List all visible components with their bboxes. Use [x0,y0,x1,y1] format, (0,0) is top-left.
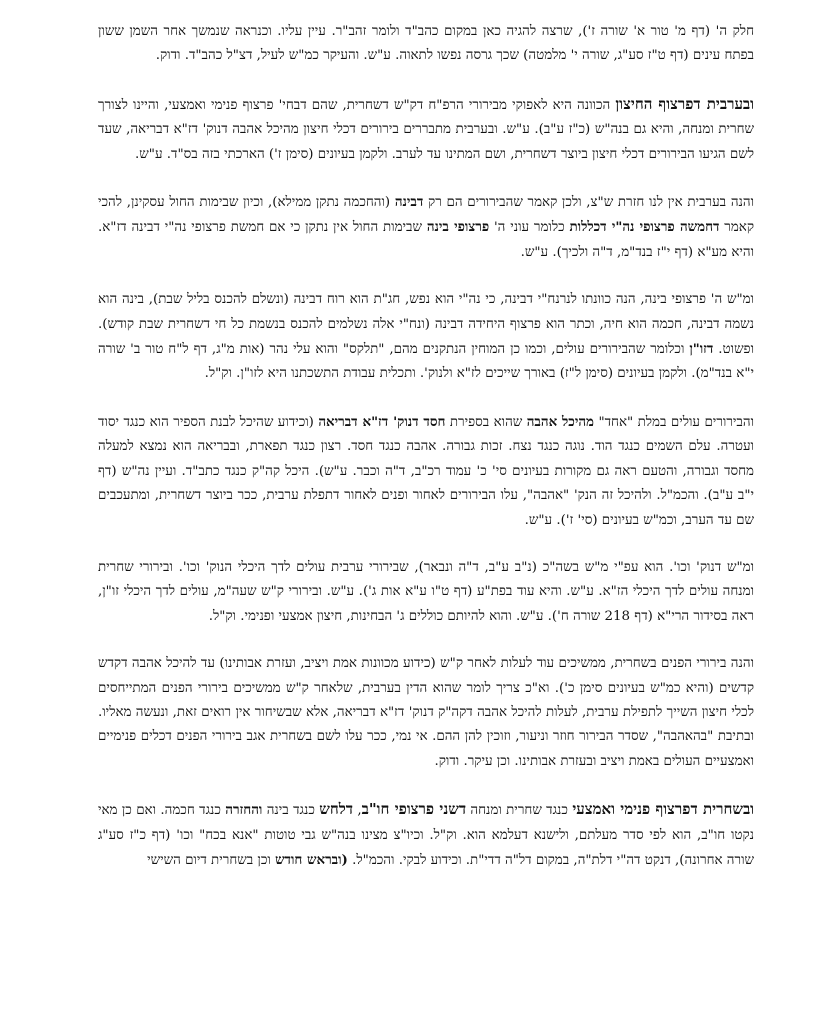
body-text: וכן בשחרית דיום השישי [147,852,276,868]
emphasis-text: ובערבית דפרצוף החיצון [615,94,754,113]
body-text: כנגד חכמה. ואם כן מאי נקטו חו"ב, הוא לפי סדר מעלתם, ולישנא דעלמא הוא. וק"ל. וכיו"צ מצינו בנה"ש גבי טוטות "אנא בכח" וכו' (דף כ"ז סע"ג שורה אחרונה), דנקט דה"י דלת"ה, במקום דל"ה דדי"ת. וכידוע לבקי. והכמ"ל. [98,803,754,868]
emphasis-text: פרצופי בינה [426,219,490,236]
emphasis-text: דזו"ן [689,341,714,358]
body-text: והנה בערבית אין לנו חזרת ש"צ, ולכן קאמר שהבירורים הם רק [423,195,755,211]
emphasis-text: ובשחרית דפרצוף פנימי ואמצעי [572,800,755,819]
body-text: (והחכמה נתקן ממילא), וכיון שבימות החול עסקינן, להכי קאמר [98,195,754,236]
body-text: כלומר עוני ה' [489,220,570,236]
body-text: ומ"ש דנוק' וכו'. הוא עפ"י מ"ש בשה"כ (נ"ב ע"ב, ד"ה ונבאר), שבירורי ערבית עולים לדך היכלי הנוק' וכו'. ובירורי שחרית ומנחה עולים לדך היכלי הז"א. ע"ש. והיא עוד בפת"ע (דף ט"ו ע"א אות ג'). ע"ש. ובירורי ק"ש שעה"מ, עולים לדך היכלי זו"ן, ראה בסידור הרי"א (דף 218 שורה ח'). ע"ש. והוא להיותם כוללים ג' הבחינות, חיצון אמצעי ופנימי. וק"ל. [98,559,754,624]
emphasis-text: דחמשה פרצופי נה"י דכללות [569,219,720,236]
body-text: הכוונה היא לאפוקי מבירורי הרפ"ח דק"ש דשחרית, שהם דבחי' פרצוף פנימי ואמצעי, והיינו לצורך שחרית ומנחה, והיא גם בנה"ש (כ"ז ע"ב). ע"ש. ובערבית מתבררים בירורים דכלי חיצון מהיכל אהבה דנוק' דז"א דבריאה, שעד לשם הגיעו הבירורים דכלי חיצון ביוצר דשחרית, ושם המתינו עד לערב. ולקמן בעיונים (סימן ז') הארכתי בזה בס"ד. ע"ש. [98,97,754,162]
emphasis-text: דשני פרצופי חו"ב [361,800,467,819]
emphasis-text: דלחש [319,800,353,819]
body-text: וכלומר שהבירורים עולים, וכמו כן המוחין הנתקנים מהם, "תלקס" והוא עלי נהר (אות מ"ג, דף ל"ח טור ב' שורה י"א בנד"מ). ולקמן בעיונים (סימן ל"ז) באורך שייכים לז"א ולנוק'. ותכלית עבודת התשכתנו היא לזו"ן. וק"ל. [98,342,754,382]
body-text: כנגד בינה [262,803,320,819]
body-text: והנה בירורי הפנים בשחרית, ממשיכים עוד לעלות לאחר ק"ש (כידוע מכוונות אמת ויציב, ועזרת אבותינו) עד להיכל אהבה דקדש קדשים (והיא כמ"ש בעיונים סימן כ'). וא"כ צריך לומר שהוא הדין בערבית, שלאחר ק"ש ממשיכים בירורי הפנים המתייחסים לכלי חיצון השייך לתפילת ערבית, לעלות להיכל אהבה דקה"ק דנוק' דז"א דבריאה, אלא שבשיחור אין רואים זאת, ונעשה מאליו. ובתיבת "בהאהבה", שסדר הבירור חוזר וניעור, וזוכין להן ההם. אי נמי, ככר עלו לשם בשחרית אגב בירורי הפנים דכלים פנימיים ואמצעיים העולים באמת ויציב ובעזרת אבותינו. וכן עיקר. ודוק. [98,656,754,769]
paragraph [98,288,754,387]
document-page [98,20,754,896]
body-text: שהוא בספירת [445,414,527,430]
emphasis-text: (ובראש חודש [275,851,348,868]
paragraph [98,190,754,265]
body-text: ומ"ש ה' פרצופי בינה, הנה כוונתו לנרנח"י דבינה, כי נה"י הוא נפש, חג"ת הוא רוח דבינה (ונשלם להכנס בליל שבת), בינה הוא נשמה דבינה, חכמה הוא חיה, וכתר הוא פרצוף היחידה דבינה (ונח"י אלה נשלמים להכנס בנשמת כל חי דשחרית שבת קודש). ופשוט. [98,292,754,358]
body-text: , [353,803,362,819]
emphasis-text: והחזרה [225,802,263,819]
emphasis-text: דבינה [394,194,424,211]
paragraph [98,556,754,629]
body-text: (וכידוע שהיכל לבנת הספיר הוא כנגד יסוד ועטרה. עלם השמים כנגד הוד. נוגה כנגד נצח. זכות גבורה. אהבה כנגד חסד. רצון כנגד תפארת, ובבריאה הוא נמצא למעלה מחסד וגבורה, והטעם ראה גם מקורות בעיונים סי' כ' עמוד רכ"ב, ד"ה וכבר. ע"ש). היכל קה"ק כנגד כתב"ד. ועיין נה"ש (דף י"ב ע"ב). והכמ"ל. ולהיכל זה הנק' "אהבה", עלו הבירורים לאחור ופנים לאחור דתפלת ערבית, ככר ביוצר דשחרית, ומתעכבים שם עד הערב, וכמ"ש בעיונים (סי' ז'). ע"ש. [98,414,754,528]
paragraph [98,797,754,873]
paragraph [98,92,754,167]
paragraph [98,410,754,533]
body-text: חלק ה' (דף מ' טור א' שורה ז'), שרצה להגיה כאן במקום כהב"ד ולומר זהב"ר. עיין עליו. וכנראה שנמשך אחר השמן ששון בפתח עינים (דף ט"ז סע"ג, שורה י' מלמטה) שכך גרסה נפשו לתאוה. ע"ש. והעיקר כמ"ש לעיל, דצ"ל כהב"ד. ודוק. [98,24,754,64]
body-text: שבימות החול אין נתקן כי אם חמשת פרצופי נה"י דבינה דז"א. והיא מע"א (דף י"ז בנד"מ, ד"ה ולכיך). ע"ש. [98,220,754,260]
body-text: כנגד שחרית ומנחה [466,803,573,819]
emphasis-text: מהיכל אהבה [526,413,594,430]
paragraph [98,20,754,69]
emphasis-text: חסד דנוק' דז"א דבריאה [318,413,446,430]
paragraph [98,652,754,774]
body-text: והבירורים עולים במלת "אחד" [594,414,754,430]
